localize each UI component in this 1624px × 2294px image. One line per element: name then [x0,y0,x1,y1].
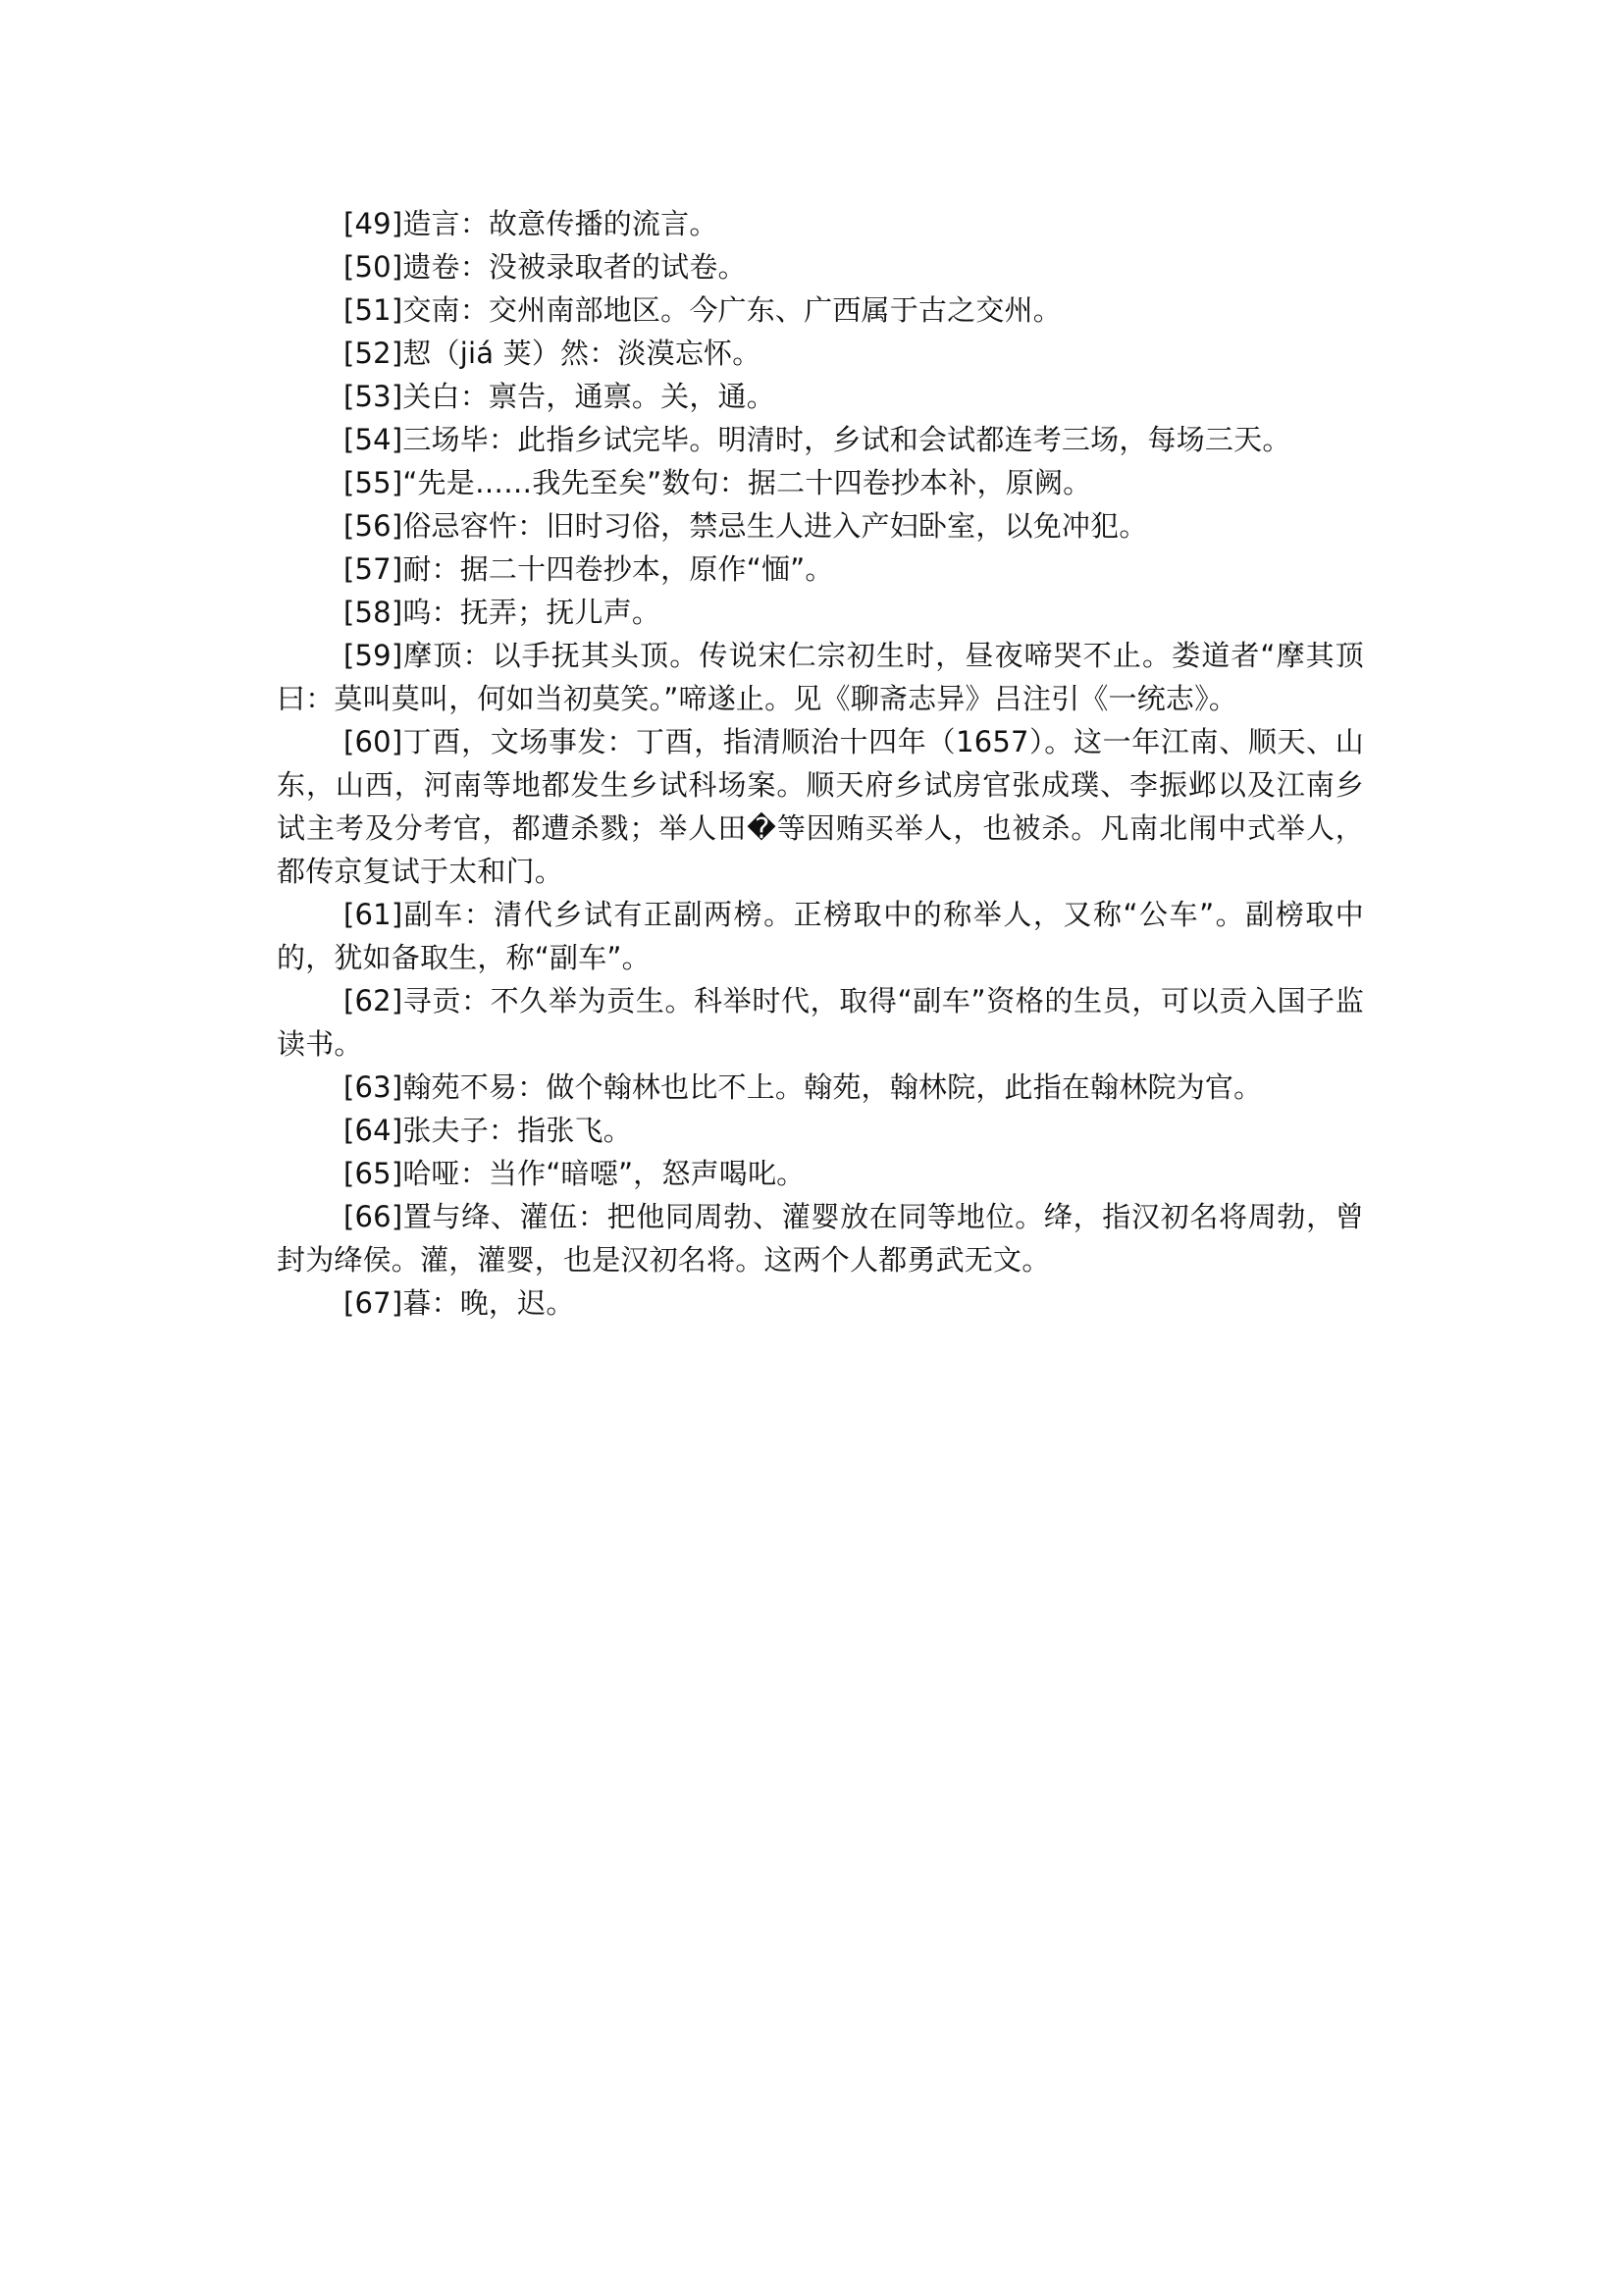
note-57: [57]耐：据二十四卷抄本，原作“愐”。 [343,552,834,586]
note-66: [66]置与绛、灌伍：把他同周勃、灌婴放在同等地位。绛，指汉初名将周勃，曾封为绛侯。灌，灌婴，也是汉初名将。这两个人都勇武无文。 [277,1200,1364,1277]
note-67: [67]暮：晚，迟。 [343,1286,575,1320]
note-64: [64]张夫子：指张飞。 [343,1114,632,1147]
note-51: [51]交南：交州南部地区。今广东、广西属于古之交州。 [343,293,1062,327]
note-63: [63]翰苑不易：做个翰林也比不上。翰苑，翰林院，此指在翰林院为官。 [343,1070,1263,1104]
note-61: [61]副车：清代乡试有正副两榜。正榜取中的称举人，又称“公车”。副榜取中的，犹如备取生，称“副车”。 [277,898,1364,974]
note-62: [62]寻贡：不久举为贡生。科举时代，取得“副车”资格的生员，可以贡入国子监读书。 [277,984,1364,1061]
note-65: [65]哈哑：当作“暗噁”，怒声喝叱。 [343,1157,806,1190]
note-53: [53]关白：禀告，通禀。关，通。 [343,380,775,413]
document-page [277,202,1364,1325]
note-49: [49]造言：故意传播的流言。 [343,207,718,240]
note-58: [58]呜：抚弄；抚儿声。 [343,596,661,629]
note-59: [59]摩顶：以手抚其头顶。传说宋仁宗初生时，昼夜啼哭不止。娄道者“摩其顶曰：莫叫莫叫，何如当初莫笑。”啼遂止。见《聊斋志异》吕注引《一统志》。 [277,639,1364,715]
note-60: [60]丁酉，文场事发：丁酉，指清顺治十四年（1657）。这一年江南、顺天、山东，山西，河南等地都发生乡试科场案。顺天府乡试房官张成璞、李振邺以及江南乡试主考及分考官，都遭杀戮；举人田�等因贿买举人，也被杀。凡南北闱中式举人，都传京复试于太和门。 [277,725,1364,888]
note-54: [54]三场毕：此指乡试完毕。明清时，乡试和会试都连考三场，每场三天。 [343,423,1291,456]
note-52: [52]恝（jiá 荚）然：淡漠忘怀。 [343,337,761,370]
note-50: [50]遗卷：没被录取者的试卷。 [343,250,747,284]
note-55: [55]“先是……我先至矣”数句：据二十四卷抄本补，原阙。 [343,466,1092,499]
note-56: [56]俗忌容忤：旧时习俗，禁忌生人进入产妇卧室，以免冲犯。 [343,509,1148,543]
